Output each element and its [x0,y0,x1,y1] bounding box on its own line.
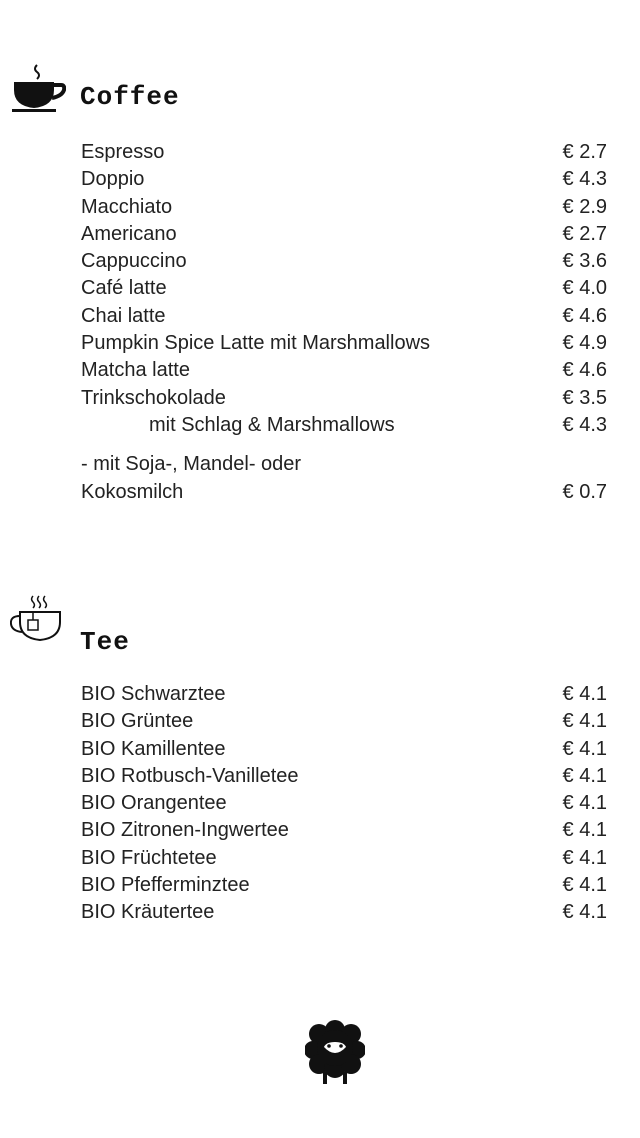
menu-item-name: Kokosmilch [81,480,184,503]
menu-item-price: € 4.1 [562,819,607,842]
menu-item-price: € 3.6 [562,250,607,273]
menu-item-price: € 4.9 [562,332,607,355]
menu-item [81,359,607,386]
menu-item-name: Matcha latte [81,359,190,382]
menu-item-name: Americano [81,222,177,245]
menu-item [81,196,607,223]
menu-item-price: € 4.6 [562,304,607,327]
menu-item [81,223,607,250]
menu-item-name: Café latte [81,277,167,300]
sheep-logo-icon [305,1020,365,1091]
coffee-cup-icon [12,62,66,119]
menu-item-price: € 4.3 [562,413,607,436]
menu-item-price: € 2.9 [562,195,607,218]
menu-item [81,168,607,195]
menu-item-name: BIO Zitronen-Ingwertee [81,819,289,842]
menu-item-name: BIO Schwarztee [81,683,226,705]
menu-item-price: € 4.1 [562,764,607,787]
menu-item-price: € 4.1 [562,846,607,869]
menu-item-price: € 4.1 [562,901,607,924]
coffee-section-title: Coffee [80,82,180,112]
menu-item-name: Pumpkin Spice Latte mit Marshmallows [81,332,431,355]
menu-item-name: Espresso [81,141,165,163]
menu-item-price: € 4.1 [562,874,607,897]
tea-menu-list [81,683,607,929]
menu-item-variant [81,414,607,441]
menu-item-name: BIO Kräutertee [81,901,215,924]
menu-item [81,332,607,359]
menu-item-name: mit Schlag & Marshmallows [149,413,395,436]
menu-item-price: € 4.0 [562,277,607,300]
menu-item [81,874,607,901]
milk-option-note: - mit Soja-, Mandel- oder [81,453,302,476]
menu-item-price: € 0.7 [562,480,607,503]
menu-item [81,387,607,414]
menu-item-name: Chai latte [81,304,166,327]
menu-item [81,738,607,765]
menu-item-price: € 4.6 [562,359,607,382]
menu-item [81,819,607,846]
menu-item [81,792,607,819]
menu-item-price: € 4.1 [562,683,607,705]
menu-item-milk [81,481,607,508]
menu-item [81,250,607,277]
coffee-menu-list [81,141,607,508]
menu-item [81,847,607,874]
menu-item-price: € 4.1 [562,792,607,815]
menu-item [81,901,607,928]
menu-item [81,305,607,332]
menu-item [81,710,607,737]
tea-section-title: Tee [80,627,130,657]
menu-item-price: € 2.7 [562,141,607,163]
menu-item-name: BIO Orangentee [81,792,227,815]
menu-item-price: € 4.1 [562,710,607,733]
menu-item-name: BIO Pfefferminztee [81,874,250,897]
menu-item-price: € 4.1 [562,737,607,760]
tea-cup-icon [10,592,66,651]
menu-item-name: Doppio [81,168,145,191]
menu-item-name: Trinkschokolade [81,386,226,409]
menu-item-name: BIO Kamillentee [81,737,226,760]
menu-item-price: € 2.7 [562,222,607,245]
menu-item [81,765,607,792]
menu-item-price: € 4.3 [562,168,607,191]
menu-item [81,683,607,710]
menu-item-name: BIO Früchtetee [81,846,217,869]
menu-item-name: BIO Rotbusch-Vanilletee [81,764,299,787]
menu-item [81,141,607,168]
menu-item [81,277,607,304]
menu-item-name: Macchiato [81,195,173,218]
menu-item-name: BIO Grüntee [81,710,194,733]
menu-item-price: € 3.5 [562,386,607,409]
menu-item-name: Cappuccino [81,250,187,273]
